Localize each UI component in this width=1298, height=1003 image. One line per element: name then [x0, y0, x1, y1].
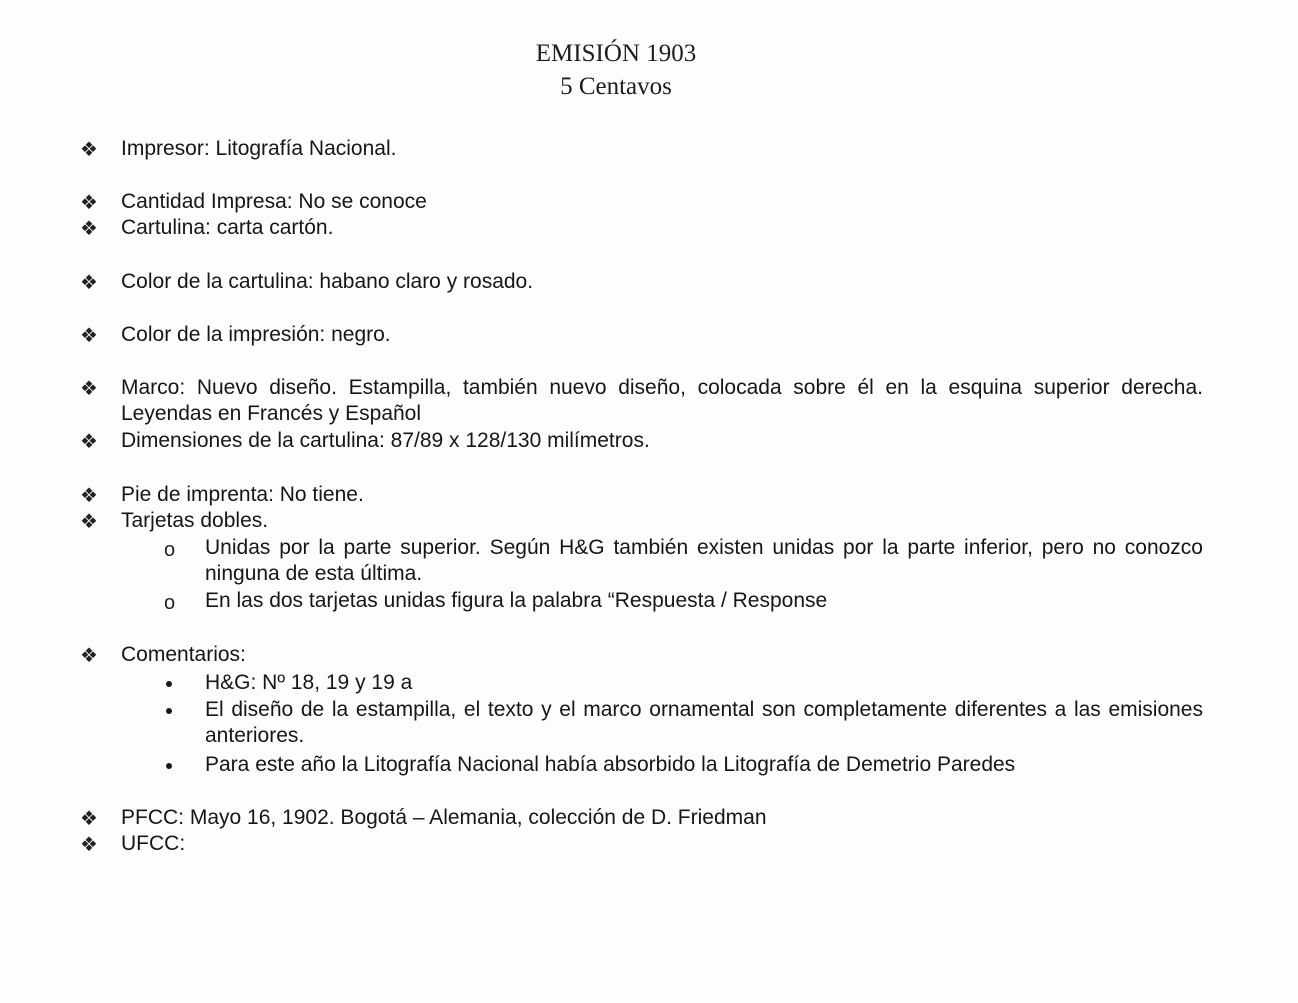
item-cartulina: Cartulina: carta cartón.	[121, 216, 334, 239]
item-dobles-sub-2: En las dos tarjetas unidas figura la palabra “Respuesta / Response	[205, 589, 828, 612]
item-dobles-sub-1: Unidas por la parte superior. Según H&G también existen unidas por la parte inferior, pero no conozco ninguna de esta última.	[205, 536, 1203, 585]
item-pie-imprenta: Pie de imprenta: No tiene.	[121, 483, 364, 506]
dot-bullet-icon	[166, 708, 172, 714]
bullet-icon: ❖	[80, 376, 98, 400]
bullet-icon: ❖	[80, 429, 98, 453]
item-comentario-1: H&G: Nº 18, 19 y 19 a	[205, 671, 413, 694]
circle-bullet-icon: o	[164, 539, 176, 561]
item-marco: Marco: Nuevo diseño. Estampilla, también nuevo diseño, colocada sobre él en la esquina superior derecha. Leyendas en Francés y Español	[121, 376, 1203, 425]
document-subtitle: 5 Centavos	[560, 73, 672, 100]
bullet-icon: ❖	[80, 190, 98, 214]
dot-bullet-icon	[166, 681, 172, 687]
bullet-icon: ❖	[80, 806, 98, 830]
bullet-icon: ❖	[80, 643, 98, 667]
bullet-icon: ❖	[80, 832, 98, 856]
bullet-icon: ❖	[80, 509, 98, 533]
item-color-cartulina: Color de la cartulina: habano claro y rosado.	[121, 270, 534, 293]
item-pfcc: PFCC: Mayo 16, 1902. Bogotá – Alemania, colección de D. Friedman	[121, 806, 767, 829]
item-comentario-2: El diseño de la estampilla, el texto y el marco ornamental son completamente diferentes a las emisiones anteriores.	[205, 698, 1203, 747]
bullet-icon: ❖	[80, 270, 98, 294]
circle-bullet-icon: o	[164, 592, 176, 614]
bullet-icon: ❖	[80, 216, 98, 240]
document-title: EMISIÓN 1903	[535, 40, 697, 67]
item-dimensiones: Dimensiones de la cartulina: 87/89 x 128/130 milímetros.	[121, 429, 650, 452]
item-cantidad: Cantidad Impresa: No se conoce	[121, 190, 427, 213]
item-comentarios: Comentarios:	[121, 643, 246, 666]
item-ufcc: UFCC:	[121, 832, 186, 855]
item-impresor: Impresor: Litografía Nacional.	[121, 137, 397, 160]
bullet-icon: ❖	[80, 323, 98, 347]
bullet-icon: ❖	[80, 137, 98, 161]
item-comentario-3: Para este año la Litografía Nacional había absorbido la Litografía de Demetrio Paredes	[205, 753, 1016, 776]
item-color-impresion: Color de la impresión: negro.	[121, 323, 391, 346]
item-tarjetas-dobles: Tarjetas dobles.	[121, 509, 269, 532]
bullet-icon: ❖	[80, 483, 98, 507]
dot-bullet-icon	[166, 763, 172, 769]
